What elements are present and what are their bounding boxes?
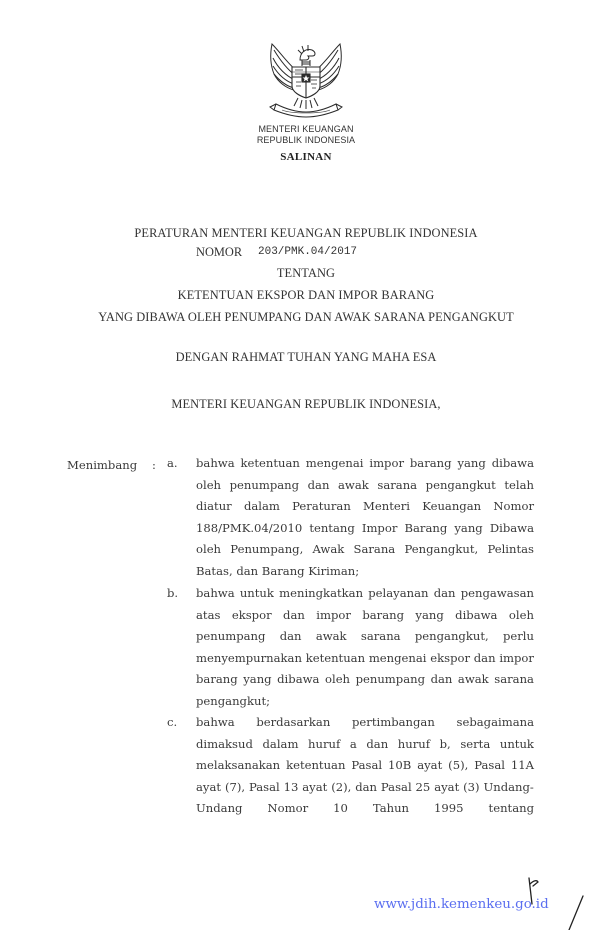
item-letter-c: c. (167, 715, 178, 729)
invocation: DENGAN RAHMAT TUHAN YANG MAHA ESA (175, 350, 437, 364)
item-a-line: diatur dalam Peraturan Menteri Keuangan Nomor (196, 499, 534, 513)
item-a-line: Batas, dan Barang Kiriman; (196, 563, 360, 578)
item-c-line: Undang Nomor 10 Tahun 1995 tentang (196, 801, 534, 815)
garuda-emblem-icon (258, 34, 354, 122)
nomor-value: 203/PMK.04/2017 (258, 246, 358, 258)
item-b-line: penumpang dan awak sarana pengangkut, perlu (196, 629, 534, 643)
item-letter-b: b. (167, 586, 179, 600)
subject-line2: YANG DIBAWA OLEH PENUMPANG DAN AWAK SARANA PENGANGKUT (98, 310, 514, 324)
nomor-label: NOMOR (196, 245, 243, 259)
item-c-line: bahwa berdasarkan pertimbangan sebagaimana (196, 715, 534, 729)
ministry-name-line1: MENTERI KEUANGAN (258, 124, 354, 134)
menimbang-colon: : (152, 458, 156, 472)
copy-stamp: SALINAN (280, 151, 332, 163)
subject-line1: KETENTUAN EKSPOR DAN IMPOR BARANG (177, 288, 435, 302)
menimbang-label: Menimbang (67, 458, 138, 472)
item-c-line: ayat (7), Pasal 13 ayat (2), dan Pasal 25 ayat (3) Undang- (196, 779, 534, 794)
item-a-line: 188/PMK.04/2010 tentang Impor Barang yang Dibawa (196, 520, 534, 535)
item-a-line: oleh Penumpang, Awak Sarana Pengangkut, Pelintas (196, 542, 534, 556)
item-c-text (196, 712, 534, 820)
item-b-line: barang yang dibawa oleh penumpang dan awak sarana (196, 672, 534, 686)
regulation-number-row (196, 245, 357, 260)
jdih-website-link[interactable]: www.jdih.kemenkeu.go.id (374, 897, 549, 912)
item-a-line: oleh penumpang dan awak sarana pengangkut telah (196, 477, 534, 492)
item-a-text (196, 453, 534, 582)
issuer: MENTERI KEUANGAN REPUBLIK INDONESIA, (171, 397, 441, 411)
item-b-line: bahwa untuk meningkatkan pelayanan dan pengawasan (196, 586, 534, 600)
item-c-line: melaksanakan ketentuan Pasal 10B ayat (5), Pasal 11A (196, 758, 534, 772)
ministry-name-line2: REPUBLIK INDONESIA (256, 135, 356, 145)
item-letter-a: a. (167, 456, 178, 470)
item-c-line: dimaksud dalam huruf a dan huruf b, serta untuk (196, 736, 534, 751)
tentang-heading: TENTANG (276, 266, 336, 280)
regulation-title: PERATURAN MENTERI KEUANGAN REPUBLIK INDONESIA (134, 226, 478, 240)
paraf-signature-icon (525, 870, 585, 930)
item-b-text (196, 583, 534, 712)
item-a-line: bahwa ketentuan mengenai impor barang yang dibawa (196, 456, 534, 470)
item-b-line: pengangkut; (196, 693, 271, 708)
item-b-line: menyempurnakan ketentuan mengenai ekspor dan impor (196, 650, 534, 665)
item-b-line: atas ekspor dan impor barang yang dibawa oleh (196, 607, 534, 622)
